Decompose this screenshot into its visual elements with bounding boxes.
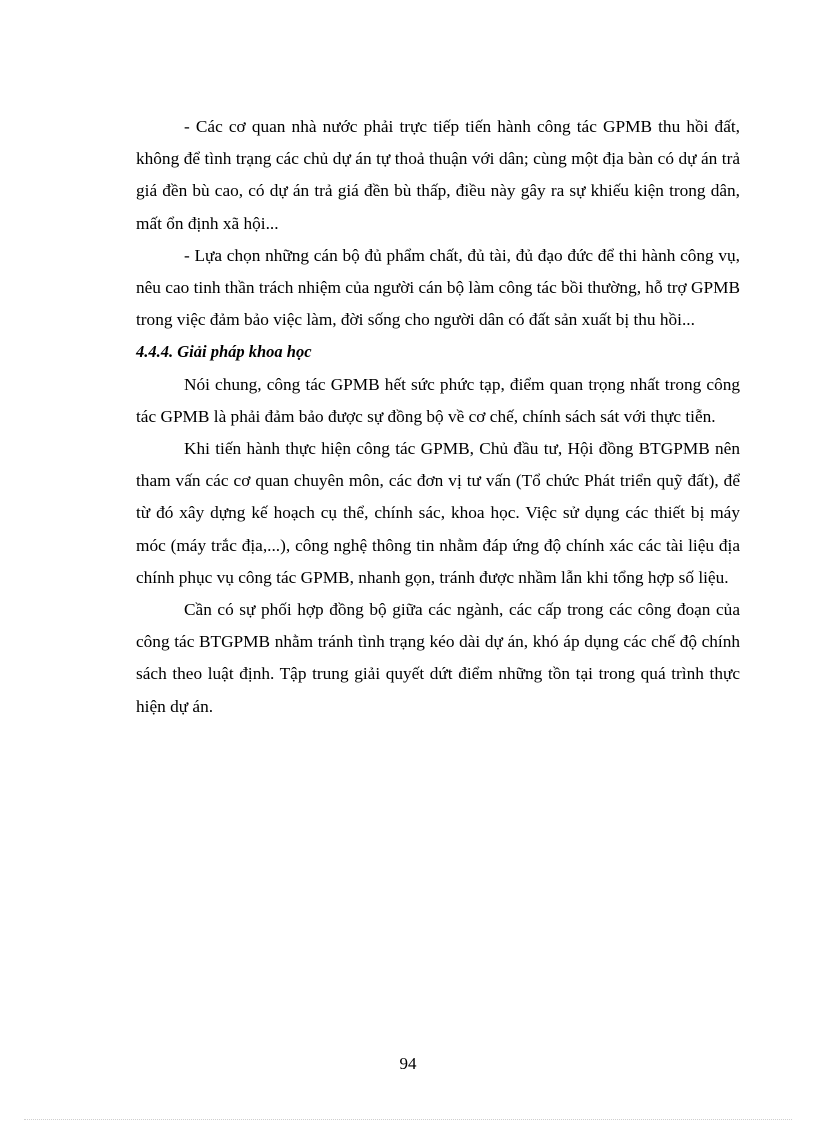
section-heading: 4.4.4. Giải pháp khoa học <box>136 342 312 362</box>
body-text <box>136 111 740 723</box>
paragraph-4: Khi tiến hành thực hiện công tác GPMB, Chủ đầu tư, Hội đồng BTGPMB nên tham vấn các cơ quan chuyên môn, các đơn vị tư vấn (Tổ chức Phát triển quỹ đất), để từ đó xây dựng kế hoạch cụ thể, chính sác, khoa học. Việc sử dụng các thiết bị máy móc (máy trắc địa,...), công nghệ thông tin nhằm đáp ứng độ chính xác các tài liệu địa chính phục vụ công tác GPMB, nhanh gọn, tránh được nhầm lẫn khi tổng hợp số liệu. <box>136 439 740 587</box>
paragraph-2: - Lựa chọn những cán bộ đủ phẩm chất, đủ tài, đủ đạo đức để thi hành công vụ, nêu cao tinh thần trách nhiệm của người cán bộ làm công tác bồi thường, hỗ trợ GPMB trong việc đảm bảo việc làm, đời sống cho người dân có đất sản xuất bị thu hồi... <box>136 245 740 330</box>
paragraph-5: Cần có sự phối hợp đồng bộ giữa các ngành, các cấp trong các công đoạn của công tác BTGPMB nhằm tránh tình trạng kéo dài dự án, khó áp dụng các chế độ chính sách theo luật định. Tập trung giải quyết dứt điểm những tồn tại trong quá trình thực hiện dự án. <box>136 600 740 716</box>
page-bottom-divider <box>24 1119 792 1120</box>
paragraph-3: Nói chung, công tác GPMB hết sức phức tạp, điểm quan trọng nhất trong công tác GPMB là phải đảm bảo được sự đồng bộ về cơ chế, chính sách sát với thực tiễn. <box>136 374 740 426</box>
page-number: 94 <box>399 1054 417 1073</box>
paragraph-1: - Các cơ quan nhà nước phải trực tiếp tiến hành công tác GPMB thu hồi đất, không để tình trạng các chủ dự án tự thoả thuận với dân; cùng một địa bàn có dự án trả giá đền bù cao, có dự án trả giá đền bù thấp, điều này gây ra sự khiếu kiện trong dân, mất ổn định xã hội... <box>136 117 740 233</box>
